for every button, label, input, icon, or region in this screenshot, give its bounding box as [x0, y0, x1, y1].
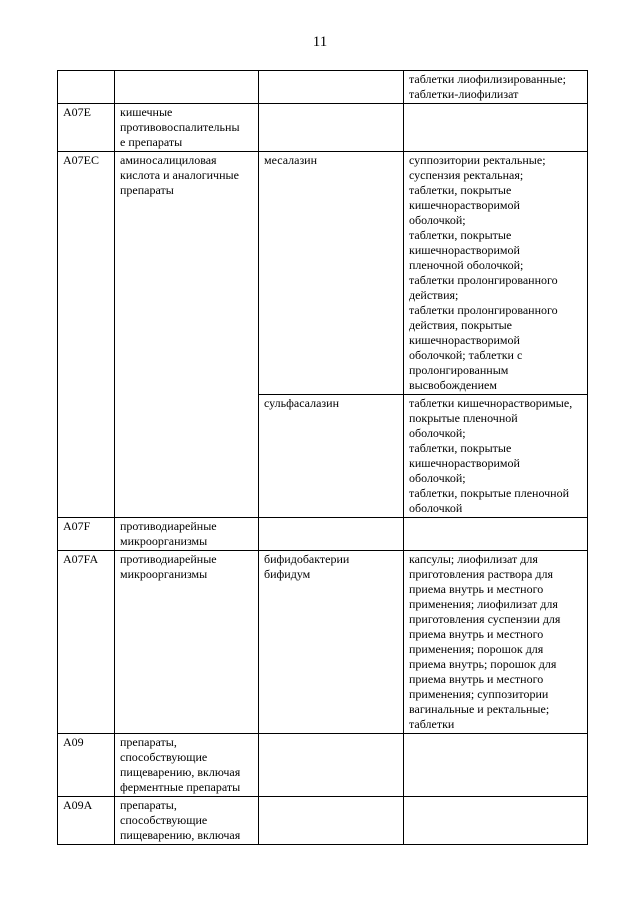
group-name-line: пищеварению, включая — [120, 765, 241, 779]
dosage-forms-cell — [404, 551, 588, 734]
dosage-form-line: вагинальные и ректальные; — [409, 702, 550, 716]
group-name-line: противовоспалительны — [120, 120, 240, 134]
group-name-line: препараты, — [120, 798, 177, 812]
group-name-cell — [115, 152, 259, 518]
substance-cell — [259, 797, 404, 845]
substance-cell — [259, 395, 404, 518]
group-name-line: кишечные — [120, 105, 173, 119]
dosage-form-line: кишечнорастворимой — [409, 456, 520, 470]
group-name-line: аминосалициловая — [120, 153, 217, 167]
atc-code-cell: A07FA — [58, 551, 115, 734]
dosage-form-line: приготовления суспензии для — [409, 612, 561, 626]
dosage-form-line: применения; суппозитории — [409, 687, 549, 701]
table-row — [58, 152, 588, 395]
dosage-form-line: оболочкой; — [409, 471, 466, 485]
group-name-line: кислота и аналогичные — [120, 168, 239, 182]
dosage-form-line: кишечнорастворимой — [409, 243, 520, 257]
dosage-form-line: таблетки — [409, 717, 455, 731]
group-name-line: способствующие — [120, 813, 208, 827]
dosage-form-line: действия, покрытые — [409, 318, 512, 332]
group-name-cell — [115, 71, 259, 104]
dosage-form-line: кишечнорастворимой — [409, 198, 520, 212]
group-name-line: противодиарейные — [120, 519, 217, 533]
dosage-form-line: покрытые пленочной — [409, 411, 518, 425]
atc-code-cell: A07E — [58, 104, 115, 152]
dosage-form-line: таблетки лиофилизированные; — [409, 72, 566, 86]
dosage-form-line: таблетки, покрытые — [409, 183, 512, 197]
dosage-form-line: применения; лиофилизат для — [409, 597, 558, 611]
atc-code-cell: A07EC — [58, 152, 115, 518]
table-row — [58, 551, 588, 734]
dosage-form-line: суспензия ректальная; — [409, 168, 524, 182]
table-row — [58, 71, 588, 104]
substance-cell — [259, 71, 404, 104]
dosage-form-line: таблетки пролонгированного — [409, 303, 558, 317]
substance-cell — [259, 518, 404, 551]
dosage-forms-cell — [404, 395, 588, 518]
dosage-form-line: таблетки, покрытые — [409, 441, 512, 455]
group-name-line: пищеварению, включая — [120, 828, 241, 842]
atc-code-cell — [58, 71, 115, 104]
substance-cell — [259, 104, 404, 152]
dosage-form-line: применения; порошок для — [409, 642, 544, 656]
group-name-line: е препараты — [120, 135, 183, 149]
group-name-cell — [115, 518, 259, 551]
dosage-form-line: таблетки, покрытые — [409, 228, 512, 242]
dosage-forms-cell — [404, 71, 588, 104]
dosage-form-line: приема внутрь и местного — [409, 582, 544, 596]
dosage-form-line: оболочкой; — [409, 213, 466, 227]
dosage-form-line: оболочкой — [409, 501, 463, 515]
table-row — [58, 518, 588, 551]
dosage-forms-cell — [404, 518, 588, 551]
substance-line: месалазин — [264, 153, 318, 167]
dosage-form-line: действия; — [409, 288, 459, 302]
dosage-form-line: оболочкой; — [409, 426, 466, 440]
group-name-line: препараты, — [120, 735, 177, 749]
atc-code-cell: A09 — [58, 734, 115, 797]
substance-cell — [259, 551, 404, 734]
table-row — [58, 104, 588, 152]
atc-code-cell: A09A — [58, 797, 115, 845]
group-name-cell — [115, 734, 259, 797]
dosage-form-line: приема внутрь и местного — [409, 672, 544, 686]
table-row — [58, 734, 588, 797]
group-name-line: ферментные препараты — [120, 780, 241, 794]
dosage-form-line: пленочной оболочкой; — [409, 258, 524, 272]
dosage-forms-cell — [404, 152, 588, 395]
group-name-line: микроорганизмы — [120, 567, 208, 581]
group-name-line: микроорганизмы — [120, 534, 208, 548]
atc-code-cell: A07F — [58, 518, 115, 551]
dosage-form-line: приготовления раствора для — [409, 567, 553, 581]
group-name-cell — [115, 797, 259, 845]
group-name-line: препараты — [120, 183, 174, 197]
dosage-form-line: таблетки-лиофилизат — [409, 87, 519, 101]
substance-line: бифидобактерии — [264, 552, 350, 566]
substance-line: бифидум — [264, 567, 311, 581]
dosage-form-line: оболочкой; таблетки с — [409, 348, 523, 362]
dosage-forms-cell — [404, 104, 588, 152]
group-name-line: способствующие — [120, 750, 208, 764]
substance-line: сульфасалазин — [264, 396, 340, 410]
group-name-cell — [115, 551, 259, 734]
dosage-form-line: суппозитории ректальные; — [409, 153, 546, 167]
substance-cell — [259, 734, 404, 797]
dosage-form-line: таблетки, покрытые пленочной — [409, 486, 570, 500]
group-name-cell — [115, 104, 259, 152]
dosage-form-line: пролонгированным — [409, 363, 509, 377]
table-row — [58, 797, 588, 845]
dosage-form-line: таблетки кишечнорастворимые, — [409, 396, 573, 410]
dosage-forms-cell — [404, 797, 588, 845]
dosage-form-line: капсулы; лиофилизат для — [409, 552, 538, 566]
page-number: 11 — [312, 34, 328, 50]
dosage-form-line: кишечнорастворимой — [409, 333, 520, 347]
dosage-form-line: приема внутрь и местного — [409, 627, 544, 641]
group-name-line: противодиарейные — [120, 552, 217, 566]
dosage-form-line: высвобождением — [409, 378, 497, 392]
substance-cell — [259, 152, 404, 395]
dosage-form-line: таблетки пролонгированного — [409, 273, 558, 287]
drug-table — [57, 70, 588, 845]
dosage-forms-cell — [404, 734, 588, 797]
dosage-form-line: приема внутрь; порошок для — [409, 657, 557, 671]
